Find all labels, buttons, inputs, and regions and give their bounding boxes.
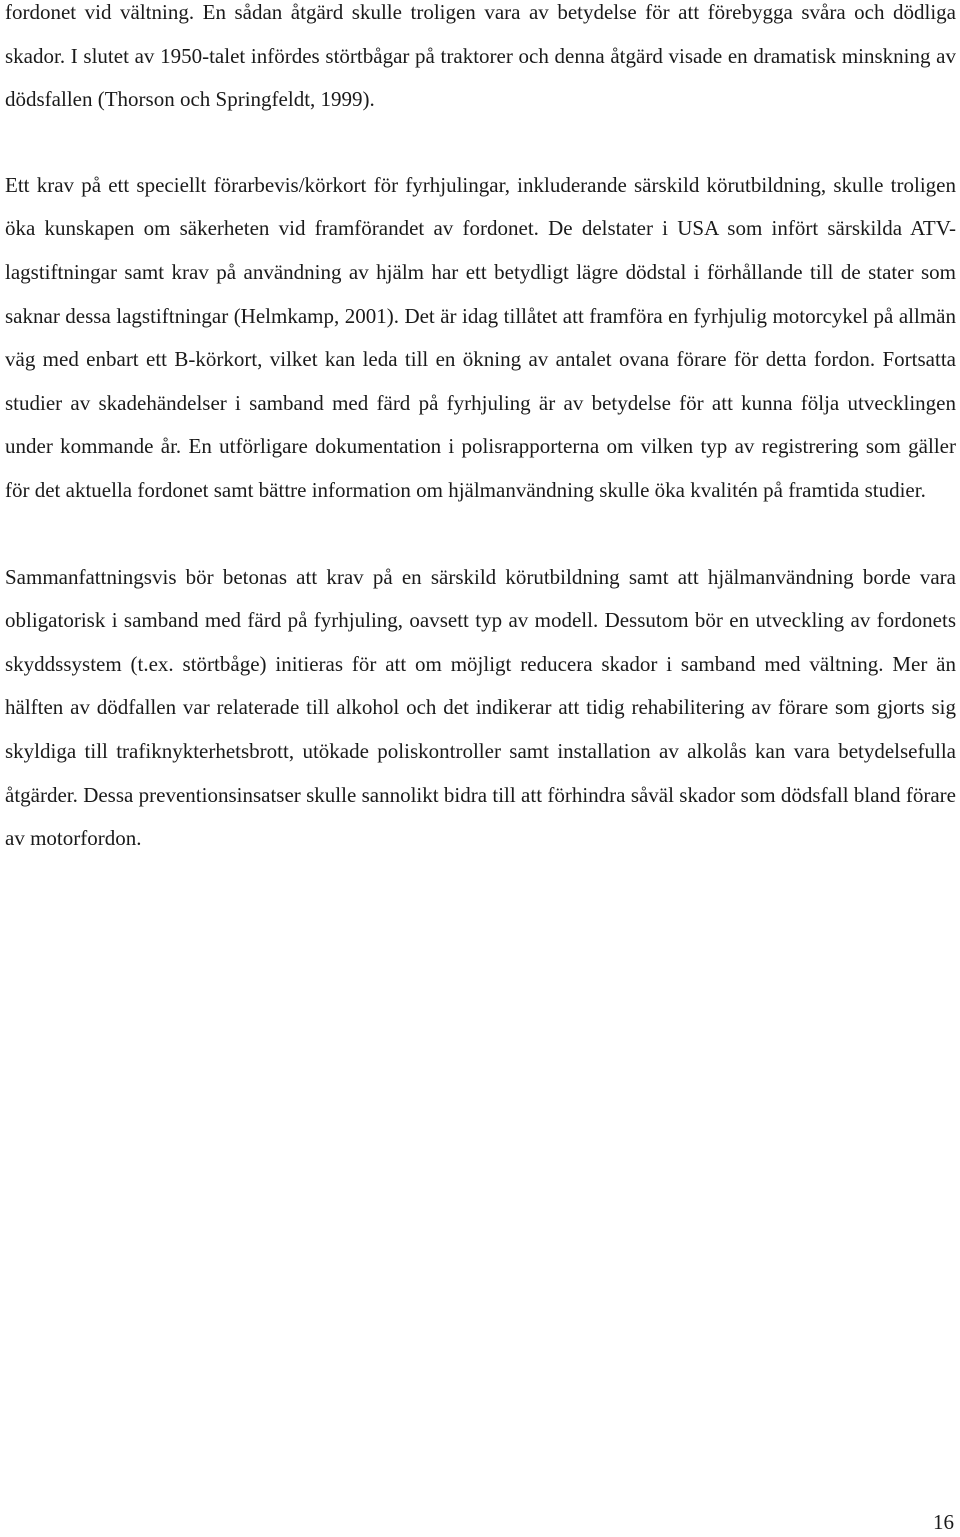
body-paragraph-3: Sammanfattningsvis bör betonas att krav på en särskild körutbildning samt att hjälmanvändning borde vara obligatorisk i samband med färd på fyrhjuling, oavsett typ av modell. Dessutom bör en utveckling av fordonets skyddssystem (t.ex. störtbåge) initieras för att om möjligt reducera skador i samband med vältning. Mer än hälften av dödfallen var relaterade till alkohol och det indikerar att tidig rehabilitering av förare som gjorts sig skyldiga till trafiknykterhetsbrott, utökade poliskontroller samt installation av alkolås kan vara betydelsefulla åtgärder. Dessa preventionsinsatser skulle sannolikt bidra till att förhindra såväl skador som dödsfall bland förare av motorfordon.: [5, 564, 956, 851]
page-number: 16: [933, 1510, 954, 1534]
body-paragraph-1: fordonet vid vältning. En sådan åtgärd skulle troligen vara av betydelse för att förebygga svåra och dödliga skador. I slutet av 1950-talet infördes störtbågar på traktorer och denna åtgärd visade en dramatisk minskning av dödsfallen (Thorson och Springfeldt, 1999).: [5, 0, 956, 112]
document-page: [5, 0, 956, 861]
body-paragraph-2: Ett krav på ett speciellt förarbevis/körkort för fyrhjulingar, inkluderande särskild körutbildning, skulle troligen öka kunskapen om säkerheten vid framförandet av fordonet. De delstater i USA som infört särskilda ATV-lagstiftningar samt krav på användning av hjälm har ett betydligt lägre dödstal i förhållande till de stater som saknar dessa lagstiftningar (Helmkamp, 2001). Det är idag tillåtet att framföra en fyrhjulig motorcykel på allmän väg med enbart ett B-körkort, vilket kan leda till en ökning av antalet ovana förare för detta fordon. Fortsatta studier av skadehändelser i samband med färd på fyrhjuling är av betydelse för att kunna följa utvecklingen under kommande år. En utförligare dokumentation i polisrapporterna om vilken typ av registrering som gäller för det aktuella fordonet samt bättre information om hjälmanvändning skulle öka kvalitén på framtida studier.: [5, 172, 956, 502]
